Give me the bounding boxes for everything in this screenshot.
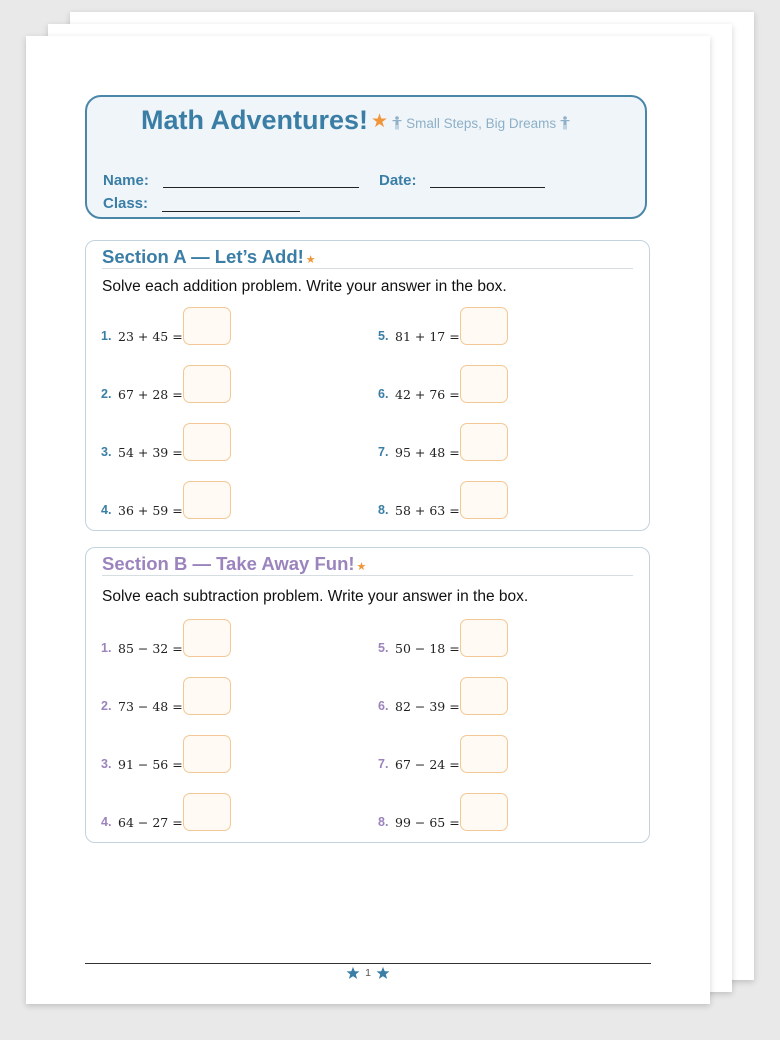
star-icon: ★ — [356, 561, 367, 573]
section-title-text: Section A — Let’s Add! — [102, 246, 304, 267]
problem-item — [378, 365, 558, 405]
problem-item — [101, 619, 281, 659]
problem-number: 8. — [378, 815, 389, 829]
star-icon — [346, 966, 360, 980]
footer-divider — [85, 963, 651, 964]
name-label: Name: — [103, 172, 149, 189]
problem-expression: 23 + 45 = — [118, 329, 183, 344]
problem-expression: 67 + 28 = — [118, 387, 183, 402]
answer-box[interactable] — [460, 735, 508, 773]
star-icon — [376, 966, 390, 980]
problem-expression: 91 − 56 = — [118, 757, 183, 772]
problem-item — [101, 735, 281, 775]
problem-expression: 58 + 63 = — [395, 503, 460, 518]
problem-expression: 54 + 39 = — [118, 445, 183, 460]
problem-item — [378, 735, 558, 775]
date-field[interactable] — [430, 187, 545, 188]
answer-box[interactable] — [460, 677, 508, 715]
problem-item — [101, 307, 281, 347]
answer-box[interactable] — [460, 793, 508, 831]
star-icon: ★ — [371, 110, 389, 132]
worksheet-tagline: Small Steps, Big Dreams — [406, 115, 557, 131]
answer-box[interactable] — [183, 677, 231, 715]
problem-number: 6. — [378, 699, 389, 713]
problem-number: 5. — [378, 641, 389, 655]
person-icon — [392, 116, 402, 130]
problem-number: 8. — [378, 503, 389, 517]
problem-expression: 64 − 27 = — [118, 815, 183, 830]
answer-box[interactable] — [460, 481, 508, 519]
problem-item — [378, 423, 558, 463]
problem-item — [101, 677, 281, 717]
answer-box[interactable] — [460, 307, 508, 345]
answer-box[interactable] — [183, 307, 231, 345]
problem-item — [378, 793, 558, 833]
worksheet-title: Math Adventures! — [141, 104, 369, 135]
problem-number: 1. — [101, 329, 112, 343]
problem-number: 4. — [101, 815, 112, 829]
problem-item — [101, 423, 281, 463]
problem-item — [378, 307, 558, 347]
problem-number: 5. — [378, 329, 389, 343]
problem-item — [101, 793, 281, 833]
problem-expression: 85 − 32 = — [118, 641, 183, 656]
name-field[interactable] — [163, 187, 359, 188]
class-field[interactable] — [162, 211, 300, 212]
answer-box[interactable] — [460, 619, 508, 657]
answer-box[interactable] — [183, 793, 231, 831]
person-icon — [560, 116, 570, 130]
problem-number: 6. — [378, 387, 389, 401]
star-icon: ★ — [305, 254, 316, 266]
problem-number: 7. — [378, 757, 389, 771]
problem-expression: 50 − 18 = — [395, 641, 460, 656]
problem-number: 4. — [101, 503, 112, 517]
problem-number: 3. — [101, 445, 112, 459]
answer-box[interactable] — [183, 365, 231, 403]
problem-number: 2. — [101, 699, 112, 713]
date-label: Date: — [379, 172, 417, 189]
problem-number: 1. — [101, 641, 112, 655]
page-number: 1 — [365, 967, 371, 979]
section-addition — [85, 240, 650, 531]
problem-item — [378, 677, 558, 717]
problem-expression: 95 + 48 = — [395, 445, 460, 460]
problem-item — [378, 619, 558, 659]
section-subtraction — [85, 547, 650, 843]
section-title — [102, 246, 316, 268]
problem-number: 3. — [101, 757, 112, 771]
problem-item — [101, 481, 281, 521]
section-instruction: Solve each addition problem. Write your answer in the box. — [102, 278, 507, 295]
answer-box[interactable] — [460, 365, 508, 403]
problem-number: 2. — [101, 387, 112, 401]
problem-expression: 82 − 39 = — [395, 699, 460, 714]
problem-expression: 36 + 59 = — [118, 503, 183, 518]
problem-expression: 99 − 65 = — [395, 815, 460, 830]
class-label: Class: — [103, 195, 149, 212]
problem-number: 7. — [378, 445, 389, 459]
section-divider — [102, 268, 633, 269]
section-title — [102, 553, 366, 575]
problem-expression: 81 + 17 = — [395, 329, 460, 344]
answer-box[interactable] — [183, 481, 231, 519]
section-title-text: Section B — Take Away Fun! — [102, 553, 355, 574]
title-row — [141, 100, 574, 140]
answer-box[interactable] — [460, 423, 508, 461]
problem-expression: 73 − 48 = — [118, 699, 183, 714]
problem-item — [378, 481, 558, 521]
problem-item — [101, 365, 281, 405]
worksheet-page — [26, 36, 710, 1004]
worksheet-header — [85, 95, 647, 219]
section-instruction: Solve each subtraction problem. Write your answer in the box. — [102, 588, 529, 605]
problem-expression: 67 − 24 = — [395, 757, 460, 772]
problem-expression: 42 + 76 = — [395, 387, 460, 402]
answer-box[interactable] — [183, 735, 231, 773]
answer-box[interactable] — [183, 423, 231, 461]
section-divider — [102, 575, 633, 576]
page-footer — [26, 966, 710, 980]
answer-box[interactable] — [183, 619, 231, 657]
